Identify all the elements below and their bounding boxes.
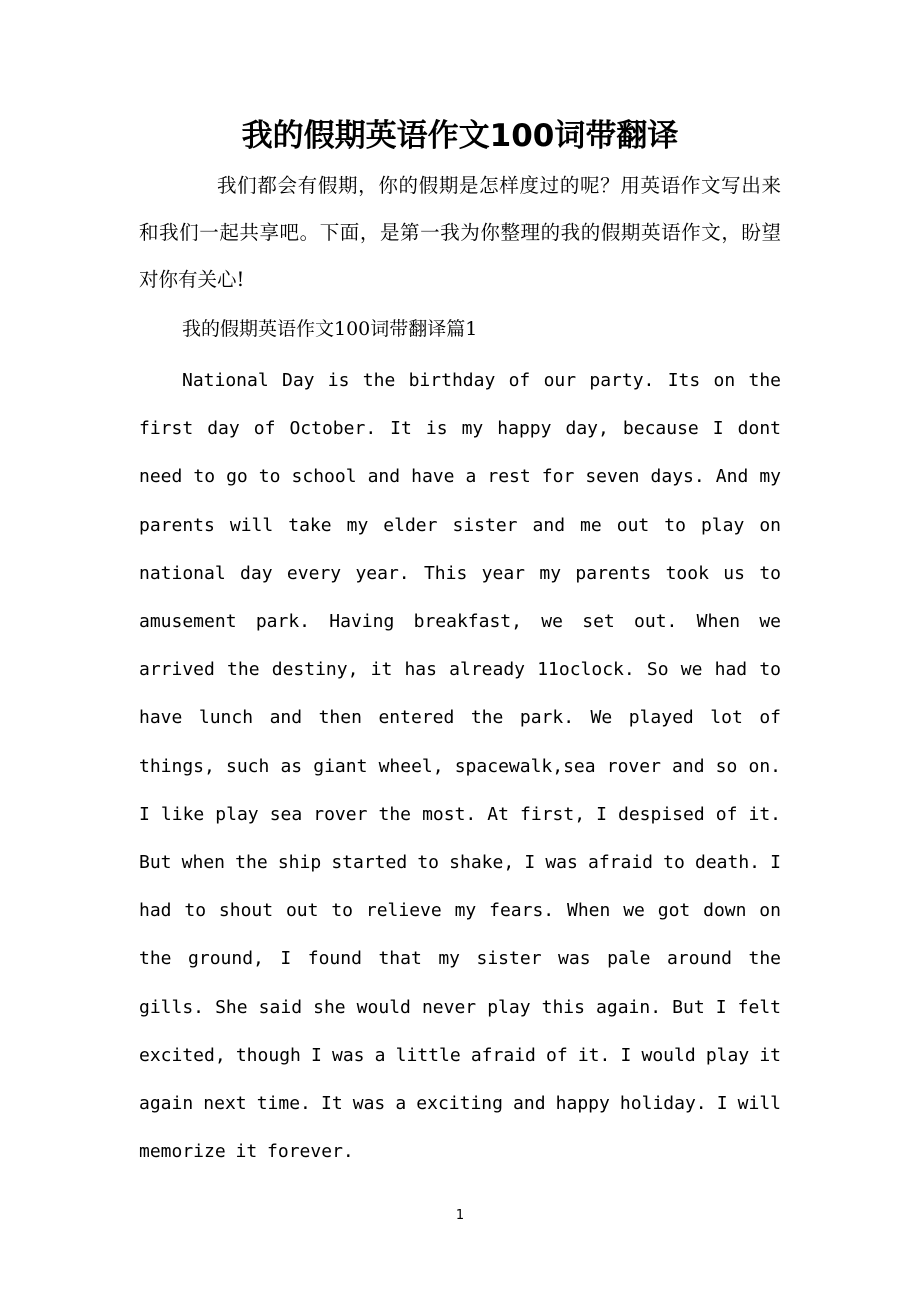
essay-paragraph: National Day is the birthday of our party. Its on the first day of October. It is my happy day, because I dont need to go to school and have a rest for seven days. And my parents will take my elder sister and me out to play on national day every year. This year my parents took us to amusement park. Having breakfast, we set out. When we arrived the destiny, it has already 11oclock. So we had to have lunch and then entered the park. We played lot of things, such as giant wheel, spacewalk,sea rover and so on. I like play sea rover the most. At first, I despised of it. But when the ship started to shake, I was afraid to death. I had to shout out to relieve my fears. When we got down on the ground, I found that my sister was pale around the gills. She said she would never play this again. But I felt excited, though I was a little afraid of it. I would play it again next time. It was a exciting and happy holiday. I will memorize it forever. <box>139 370 781 1163</box>
intro-paragraph: 我们都会有假期，你的假期是怎样度过的呢？用英语作文写出来和我们一起共享吧。下面，是第一我为你整理的我的假期英语作文，盼望对你有关心! <box>139 174 781 291</box>
page-number: 1 <box>455 1208 465 1223</box>
document-title: 我的假期英语作文100词带翻译 <box>241 118 679 154</box>
section-heading: 我的假期英语作文100词带翻译篇1 <box>182 318 478 340</box>
